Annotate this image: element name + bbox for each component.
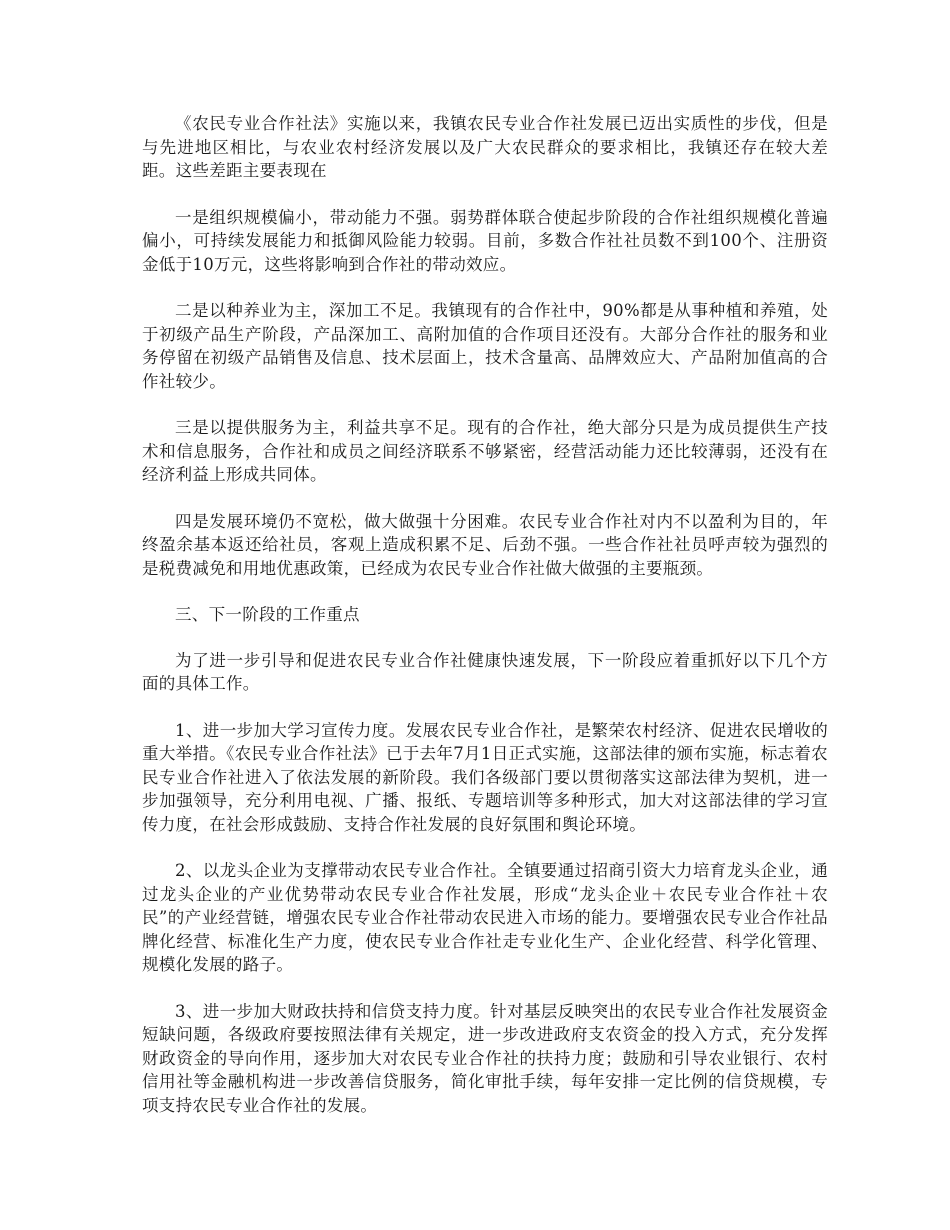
- paragraph-task-1: 1、进一步加大学习宣传力度。发展农民专业合作社，是繁荣农村经济、促进农民增收的重大举措。《农民专业合作社法》已于去年7月1日正式实施，这部法律的颁布实施，标志着农民专业合作社进入了依法发展的新阶段。我们各级部门要以贯彻落实这部法律为契机，进一步加强领导，充分利用电视、广播、报纸、专题培训等多种形式，加大对这部法律的学习宣传力度，在社会形成鼓励、支持合作社发展的良好氛围和舆论环境。: [142, 720, 828, 834]
- paragraph-task-3: 3、进一步加大财政扶持和信贷支持力度。针对基层反映突出的农民专业合作社发展资金短缺问题，各级政府要按照法律有关规定，进一步改进政府支农资金的投入方式，充分发挥财政资金的导向作用，逐步加大对农民专业合作社的扶持力度；鼓励和引导农业银行、农村信用社等金融机构进一步改善信贷服务，简化审批手续，每年安排一定比例的信贷规模，专项支持农民专业合作社的发展。: [142, 1001, 828, 1115]
- paragraph-task-2: 2、以龙头企业为支撑带动农民专业合作社。全镇要通过招商引资大力培育龙头企业，通过龙头企业的产业优势带动农民专业合作社发展，形成“龙头企业＋农民专业合作社＋农民”的产业经营链，增强农民专业合作社带动农民进入市场的能力。要增强农民专业合作社品牌化经营、标准化生产力度，使农民专业合作社走专业化生产、企业化经营、科学化管理、规模化发展的路子。: [142, 861, 828, 974]
- section-heading: 三、下一阶段的工作重点: [175, 605, 360, 624]
- paragraph-gap-1: 一是组织规模偏小，带动能力不强。弱势群体联合使起步阶段的合作社组织规模化普遍偏小，可持续发展能力和抵御风险能力较弱。目前，多数合作社社员数不到100个、注册资金低于10万元，这些将影响到合作社的带动效应。: [142, 207, 828, 274]
- paragraph-section-intro: 为了进一步引导和促进农民专业合作社健康快速发展，下一阶段应着重抓好以下几个方面的具体工作。: [142, 650, 828, 693]
- paragraph-gap-2: 二是以种养业为主，深加工不足。我镇现有的合作社中，90%都是从事种植和养殖，处于初级产品生产阶段，产品深加工、高附加值的合作项目还没有。大部分合作社的服务和业务停留在初级产品销售及信息、技术层面上，技术含量高、品牌效应大、产品附加值高的合作社较少。: [142, 301, 828, 391]
- paragraph-gap-4: 四是发展环境仍不宽松，做大做强十分困难。农民专业合作社对内不以盈利为目的，年终盈余基本返还给社员，客观上造成积累不足、后劲不强。一些合作社社员呼声较为强烈的是税费减免和用地优惠政策，已经成为农民专业合作社做大做强的主要瓶颈。: [142, 511, 828, 578]
- document-body: [142, 112, 828, 1140]
- paragraph-intro: 《农民专业合作社法》实施以来，我镇农民专业合作社发展已迈出实质性的步伐，但是与先进地区相比，与农业农村经济发展以及广大农民群众的要求相比，我镇还存在较大差距。这些差距主要表现在: [142, 114, 828, 180]
- paragraph-gap-3: 三是以提供服务为主，利益共享不足。现有的合作社，绝大部分只是为成员提供生产技术和信息服务，合作社和成员之间经济联系不够紧密，经营活动能力还比较薄弱，还没有在经济利益上形成共同体。: [142, 418, 828, 484]
